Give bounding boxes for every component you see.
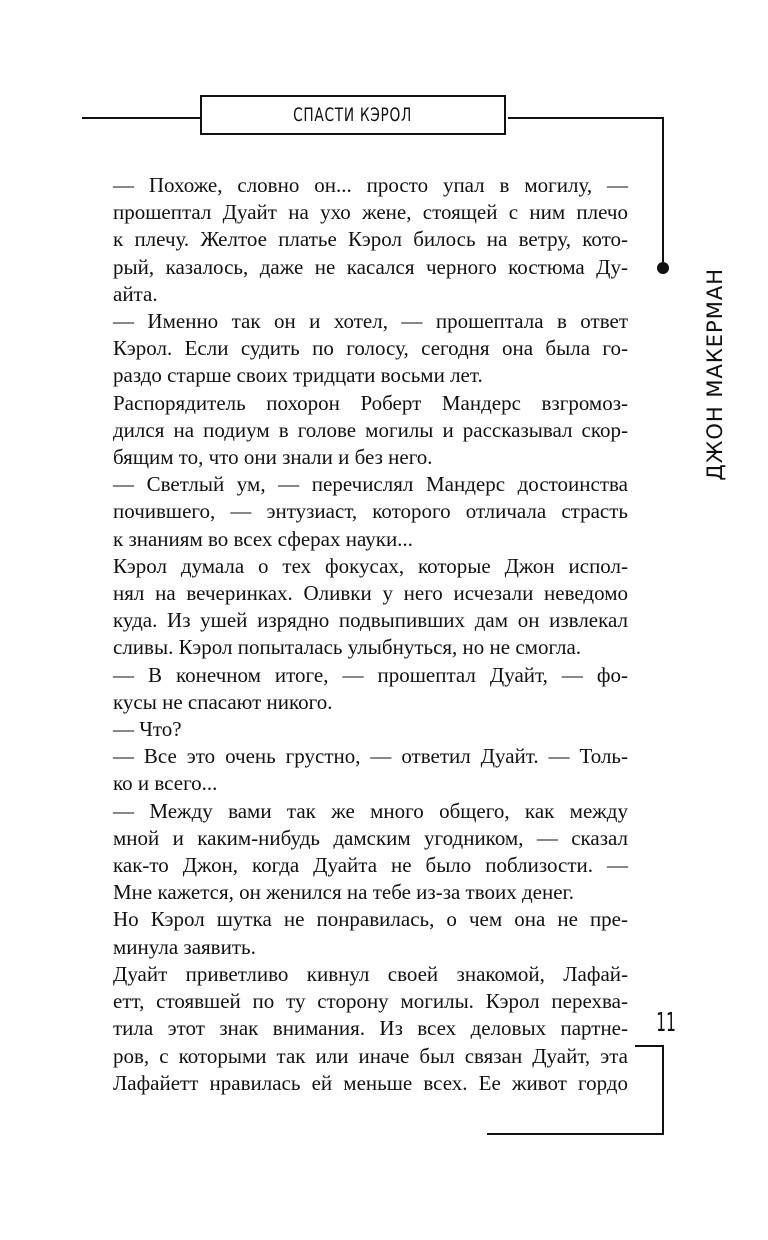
text-line: айта. xyxy=(113,281,158,306)
body-text xyxy=(82,172,628,1097)
text-line: Лафайетт нравилась ей меньше всех. Ее живот гордо xyxy=(113,1070,628,1095)
paragraph xyxy=(82,662,628,716)
page-number-rule xyxy=(635,1045,664,1047)
paragraph xyxy=(82,798,628,907)
text-line: Кэрол. Если судить по голосу, сегодня она была го- xyxy=(113,336,628,361)
text-line: Мне кажется, он женился на тебе из-за твоих денег. xyxy=(113,880,575,905)
paragraph xyxy=(82,390,628,472)
text-line: — Похоже, словно он... просто упал в могилу, — xyxy=(113,173,628,197)
text-line: как-то Джон, когда Дуайта не было поблизости. — xyxy=(113,853,628,878)
text-line: Дуайт приветливо кивнул своей знакомой, Лафай- xyxy=(113,961,628,986)
paragraph xyxy=(82,308,628,390)
text-line: — Все это очень грустно, — ответил Дуайт. — Толь- xyxy=(113,744,628,769)
side-rule-dot xyxy=(657,262,669,274)
text-line: ко и всего... xyxy=(113,771,218,796)
text-line: минула заявить. xyxy=(113,934,256,959)
text-line: — В конечном итоге, — прошептал Дуайт, — фо- xyxy=(113,662,628,687)
header-rule-left xyxy=(82,117,202,119)
text-line: дился на подиум в голове могилы и рассказывал скор- xyxy=(113,417,628,442)
text-line: раздо старше своих тридцати восьми лет. xyxy=(113,363,483,388)
page-number: 11 xyxy=(656,1008,676,1038)
footer-rule xyxy=(487,1133,664,1135)
paragraph xyxy=(82,172,628,308)
text-line: тила этот знак внимания. Из всех деловых партне- xyxy=(113,1016,628,1041)
text-line: — Что? xyxy=(113,717,182,742)
text-line: мной и каким-нибудь дамским угодником, — сказал xyxy=(113,825,628,850)
text-line: кусы не спасают никого. xyxy=(113,689,333,714)
text-line: етт, стоявшей по ту сторону могилы. Кэрол перехва- xyxy=(113,989,628,1014)
paragraph xyxy=(82,716,628,743)
paragraph xyxy=(82,961,628,1097)
running-header-title: СПАСТИ КЭРОЛ xyxy=(293,104,413,126)
text-line: Распорядитель похорон Роберт Мандерс взгромоз- xyxy=(113,390,628,415)
text-line: нял на вечеринках. Оливки у него исчезали неведомо xyxy=(113,581,628,606)
paragraph xyxy=(82,471,628,553)
side-rule-top xyxy=(662,117,664,262)
text-line: прошептал Дуайт на ухо жене, стоящей с ним плечо xyxy=(113,200,628,225)
text-line: рый, казалось, даже не касался черного костюма Ду- xyxy=(113,254,628,279)
running-header xyxy=(200,95,506,135)
text-line: Кэрол думала о тех фокусах, которые Джон испол- xyxy=(113,553,628,578)
text-line: — Именно так он и хотел, — прошептала в ответ xyxy=(113,309,628,334)
text-line: к знаниям во всех сферах науки... xyxy=(113,526,413,551)
paragraph xyxy=(82,553,628,662)
header-rule-right xyxy=(508,117,664,119)
text-line: — Между вами так же много общего, как между xyxy=(113,798,628,823)
text-line: почившего, — энтузиаст, которого отличала страсть xyxy=(113,499,628,524)
side-author xyxy=(700,268,730,481)
side-author-name: ДЖОН МАКЕРМАН xyxy=(703,268,727,481)
text-line: Но Кэрол шутка не понравилась, о чем она не пре- xyxy=(113,907,628,932)
side-rule-bottom xyxy=(662,1045,664,1135)
text-line: бящим то, что они знали и без него. xyxy=(113,445,433,470)
paragraph xyxy=(82,906,628,960)
text-line: ров, с которыми так или иначе был связан Дуайт, эта xyxy=(113,1043,628,1068)
text-line: куда. Из ушей изрядно подвыпивших дам он извлекал xyxy=(113,608,628,633)
text-line: сливы. Кэрол попыталась улыбнуться, но не смогла. xyxy=(113,635,582,660)
text-line: — Светлый ум, — перечислял Мандерс достоинства xyxy=(113,472,628,497)
text-line: к плечу. Желтое платье Кэрол билось на ветру, кото- xyxy=(113,227,628,252)
paragraph xyxy=(82,743,628,797)
